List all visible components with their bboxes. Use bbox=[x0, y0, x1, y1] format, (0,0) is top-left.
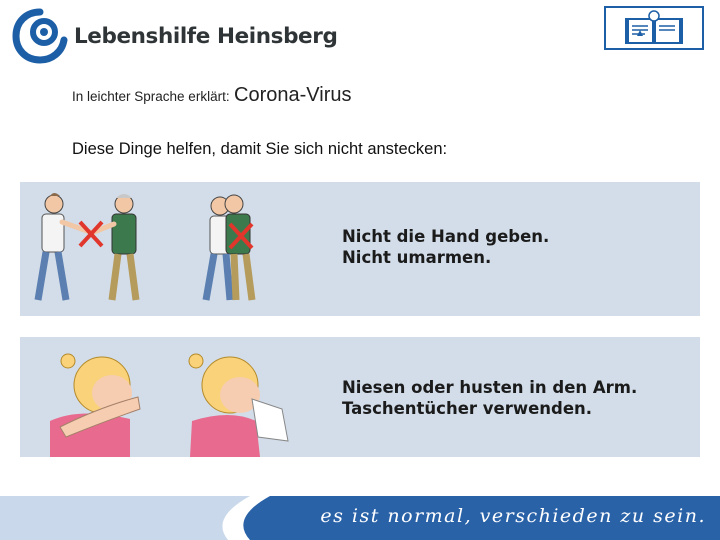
easy-language-badge bbox=[604, 6, 704, 50]
intro-text: Diese Dinge helfen, damit Sie sich nicht anstecken: bbox=[72, 140, 448, 158]
tip-text-hygiene bbox=[342, 377, 637, 419]
subtitle-topic: Corona-Virus bbox=[234, 84, 352, 106]
no-handshake-illustration bbox=[20, 182, 330, 316]
easy-language-book-icon bbox=[623, 10, 685, 46]
footer-slogan: es ist normal, verschieden zu sein. bbox=[320, 505, 706, 527]
tip-line: Nicht die Hand geben. bbox=[342, 227, 550, 246]
logo-text: Lebenshilfe Heinsberg bbox=[74, 23, 338, 49]
brand-logo bbox=[12, 8, 338, 64]
tip-panel-hygiene bbox=[20, 337, 700, 457]
tip-panel-contact bbox=[20, 182, 700, 316]
tissue-icon bbox=[252, 399, 288, 441]
subtitle-prefix: In leichter Sprache erklärt: bbox=[72, 89, 230, 104]
footer-banner bbox=[0, 496, 720, 540]
cross-mark-icon bbox=[80, 222, 102, 246]
tip-text-contact bbox=[342, 226, 549, 268]
tip-line: Niesen oder husten in den Arm. bbox=[342, 378, 638, 397]
tip-line: Taschentücher verwenden. bbox=[342, 399, 593, 418]
sneeze-illustration bbox=[20, 337, 330, 457]
page-subtitle bbox=[72, 84, 352, 107]
tip-line: Nicht umarmen. bbox=[342, 248, 492, 267]
lebenshilfe-logo-icon bbox=[12, 8, 68, 64]
